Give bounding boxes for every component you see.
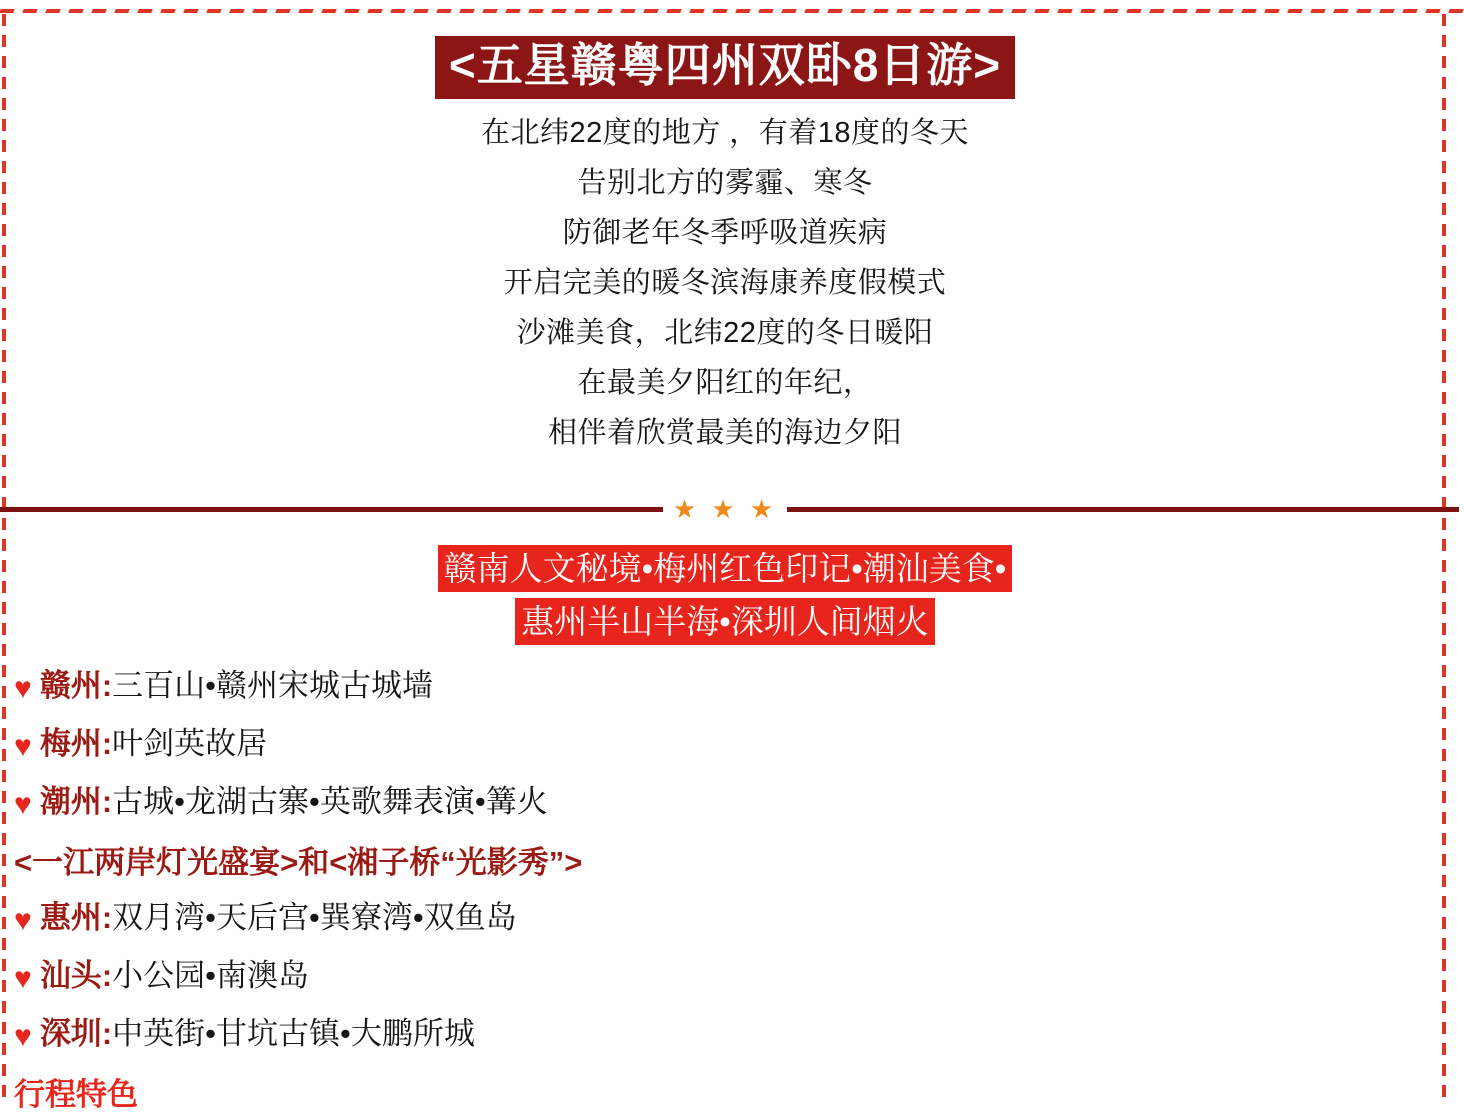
dash-segment	[2, 980, 6, 992]
list-item-colon: :	[101, 668, 113, 703]
intro-line: 在最美夕阳红的年纪，	[577, 367, 873, 399]
list-item-colon: :	[101, 784, 113, 819]
headline-line: 赣南人文秘境•梅州红色印记•潮汕美食•	[438, 545, 1013, 592]
dash-segment	[436, 9, 451, 13]
dash-segment	[758, 9, 773, 13]
dash-segment	[321, 9, 336, 13]
list-item-city: 梅州	[39, 726, 102, 761]
dash-segment	[2, 728, 6, 740]
list-item	[14, 1008, 1434, 1066]
dash-segment	[183, 9, 198, 13]
dash-segment	[597, 9, 612, 13]
dash-segment	[252, 9, 267, 13]
dash-segment	[919, 9, 934, 13]
dash-segment	[1195, 9, 1210, 13]
dash-segment	[1442, 1064, 1446, 1076]
list-item	[14, 950, 1434, 1008]
list-item-spots: 中英街•甘坑古镇•大鹏所城	[112, 1016, 475, 1051]
dash-segment	[804, 9, 819, 13]
dash-segment	[1080, 9, 1095, 13]
dash-segment	[551, 9, 566, 13]
list-item-city: 深圳	[39, 1016, 102, 1051]
intro-line: 开启完美的暖冬滨海康养度假模式	[503, 267, 947, 299]
dash-segment	[1356, 9, 1371, 13]
dash-segment	[1442, 770, 1446, 782]
dash-segment	[482, 9, 497, 13]
list-item-city: 惠州	[39, 900, 102, 935]
section-divider	[0, 494, 1450, 524]
dash-segment	[2, 917, 6, 929]
dash-segment	[1442, 896, 1446, 908]
dash-segment	[22, 9, 37, 13]
list-item-city: 赣州	[39, 668, 102, 703]
list-item-spots: 古城•龙湖古寨•英歌舞表演•篝火	[112, 784, 548, 819]
dash-segment	[1034, 9, 1049, 13]
dash-segment	[850, 9, 865, 13]
list-item-city: 潮州	[39, 784, 102, 819]
headline-block	[0, 545, 1450, 651]
dash-segment	[1448, 9, 1463, 13]
dash-segment	[1442, 875, 1446, 887]
dash-segment	[298, 9, 313, 13]
dash-segment	[160, 9, 175, 13]
dash-segment	[1103, 9, 1118, 13]
dash-segment	[942, 9, 957, 13]
heart-icon: ♥	[14, 904, 32, 937]
page-title: <五星赣粤四州双卧8日游>	[435, 36, 1015, 99]
dash-segment	[1442, 1022, 1446, 1034]
dash-segment	[2, 14, 6, 26]
dash-segment	[1442, 938, 1446, 950]
list-item	[14, 718, 1434, 776]
stars-icon: ★ ★ ★	[672, 494, 778, 524]
list-item-colon: :	[101, 726, 113, 761]
dash-segment	[1442, 854, 1446, 866]
dash-segment	[2, 1043, 6, 1055]
dash-segment	[2, 1064, 6, 1076]
dash-segment	[505, 9, 520, 13]
itinerary-list	[14, 660, 1434, 1066]
list-item-colon: :	[101, 1016, 113, 1051]
dash-segment	[1310, 9, 1325, 13]
dash-segment	[206, 9, 221, 13]
dash-segment	[1442, 707, 1446, 719]
dash-segment	[2, 833, 6, 845]
dash-segment	[643, 9, 658, 13]
dash-segment	[1425, 9, 1440, 13]
dash-segment	[390, 9, 405, 13]
dash-segment	[620, 9, 635, 13]
dash-segment	[2, 791, 6, 803]
dash-segment	[2, 896, 6, 908]
list-item	[14, 660, 1434, 718]
dash-segment	[965, 9, 980, 13]
divider-bar-right	[787, 507, 1459, 512]
dash-segment	[528, 9, 543, 13]
bottom-cut-text: 行程特色	[14, 1077, 138, 1112]
dash-segment	[827, 9, 842, 13]
dash-segment	[1442, 833, 1446, 845]
dash-segment	[2, 938, 6, 950]
dash-segment	[666, 9, 681, 13]
top-dashed-border	[0, 6, 1450, 16]
dash-segment	[1333, 9, 1348, 13]
dash-segment	[275, 9, 290, 13]
dash-segment	[1442, 812, 1446, 824]
heart-icon: ♥	[14, 672, 32, 705]
dash-segment	[2, 854, 6, 866]
dash-segment	[1442, 1043, 1446, 1055]
dash-segment	[344, 9, 359, 13]
dash-segment	[1172, 9, 1187, 13]
dash-segment	[781, 9, 796, 13]
dash-segment	[873, 9, 888, 13]
dash-segment	[68, 9, 83, 13]
dash-segment	[1442, 959, 1446, 971]
dash-segment	[735, 9, 750, 13]
dash-segment	[1442, 791, 1446, 803]
dash-segment	[1149, 9, 1164, 13]
list-item-spots: 叶剑英故居	[112, 726, 268, 761]
dash-segment	[229, 9, 244, 13]
dash-segment	[1442, 728, 1446, 740]
dash-segment	[459, 9, 474, 13]
dash-segment	[574, 9, 589, 13]
dash-segment	[367, 9, 382, 13]
dash-segment	[1126, 9, 1141, 13]
list-item-spots: 三百山•赣州宋城古城墙	[112, 668, 433, 703]
dash-segment	[2, 959, 6, 971]
dash-segment	[1442, 686, 1446, 698]
dash-segment	[1241, 9, 1256, 13]
intro-line: 告别北方的雾霾、寒冬	[577, 167, 873, 199]
dash-segment	[2, 1022, 6, 1034]
list-item-colon: :	[101, 958, 113, 993]
dash-segment	[0, 9, 15, 13]
dash-segment	[1442, 476, 1446, 488]
list-item-spots: 双月湾•天后宫•巽寮湾•双鱼岛	[112, 900, 517, 935]
list-item-spots: 小公园•南澳岛	[112, 958, 309, 993]
divider-bar-left	[0, 507, 663, 512]
dash-segment	[1011, 9, 1026, 13]
dash-segment	[1057, 9, 1072, 13]
dash-segment	[2, 686, 6, 698]
dash-segment	[114, 9, 129, 13]
dash-segment	[1442, 917, 1446, 929]
dash-segment	[988, 9, 1003, 13]
dash-segment	[2, 749, 6, 761]
dash-segment	[2, 1001, 6, 1013]
dash-segment	[2, 1085, 6, 1097]
dash-segment	[45, 9, 60, 13]
heart-icon: ♥	[14, 730, 32, 763]
intro-line: 相伴着欣赏最美的海边夕阳	[547, 417, 902, 449]
list-item-colon: :	[101, 900, 113, 935]
intro-line: 在北纬22度的地方 ，有着18度的冬天	[480, 117, 970, 149]
dash-segment	[1402, 9, 1417, 13]
headline-line: 惠州半山半海•深圳人间烟火	[515, 598, 935, 645]
heart-icon: ♥	[14, 1020, 32, 1053]
list-item	[14, 892, 1434, 950]
dash-segment	[1442, 665, 1446, 677]
list-item-city: 汕头	[39, 958, 102, 993]
dash-segment	[137, 9, 152, 13]
dash-segment	[2, 770, 6, 782]
dash-segment	[1442, 980, 1446, 992]
dash-segment	[1379, 9, 1394, 13]
intro-block	[0, 108, 1450, 458]
dash-segment	[2, 665, 6, 677]
intro-line: 沙滩美食，北纬22度的冬日暖阳	[516, 317, 934, 349]
dash-segment	[2, 875, 6, 887]
dash-segment	[1264, 9, 1279, 13]
list-item	[14, 776, 1434, 834]
dash-segment	[712, 9, 727, 13]
dash-segment	[896, 9, 911, 13]
dash-segment	[1442, 749, 1446, 761]
dash-segment	[1442, 1001, 1446, 1013]
dash-segment	[91, 9, 106, 13]
page-title-wrap	[0, 36, 1450, 99]
dash-segment	[1287, 9, 1302, 13]
dash-segment	[689, 9, 704, 13]
dash-segment	[1442, 1085, 1446, 1097]
heart-icon: ♥	[14, 788, 32, 821]
dash-segment	[2, 476, 6, 488]
dash-segment	[1218, 9, 1233, 13]
dash-segment	[2, 812, 6, 824]
show-highlight-line: <一江两岸灯光盛宴>和<湘子桥“光影秀”>	[14, 845, 583, 880]
intro-line: 防御老年冬季呼吸道疾病	[562, 217, 888, 249]
heart-icon: ♥	[14, 962, 32, 995]
dash-segment	[1442, 14, 1446, 26]
dash-segment	[413, 9, 428, 13]
dash-segment	[2, 707, 6, 719]
